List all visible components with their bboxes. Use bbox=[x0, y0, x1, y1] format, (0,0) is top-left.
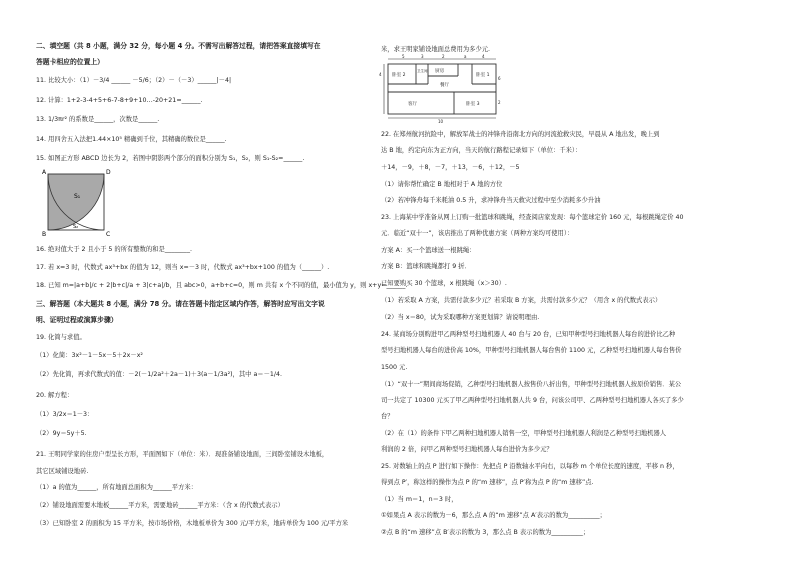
right-line: 方案 B：篮球和跳绳都打 9 折． bbox=[381, 263, 471, 270]
left-line: 19. 化简与求值。 bbox=[36, 334, 86, 341]
room-bedroom1: 卧室 1 bbox=[476, 73, 490, 78]
left-line: 11. 比较大小：（1）－3/4 ______ －5/6；（2）－（－3）______|－4| bbox=[36, 77, 232, 84]
right-line: 24. 某商场分别购进甲乙两种型号扫地机器人 40 台与 20 台，已知甲种型号扫地机器人每台的进价比乙种 bbox=[381, 331, 676, 338]
right-line: 利润的 2 倍，问甲乙两种型号扫地机器人每台进价为多少元？ bbox=[381, 446, 553, 453]
square-figure bbox=[38, 168, 118, 238]
left-line: 明、证明过程或演算步骤） bbox=[36, 316, 118, 324]
label-s2: S₂ bbox=[73, 224, 79, 230]
right-line: （2）在（1）的条件下甲乙两种扫地机器人销售一空，甲种型号扫地机器人利润是乙种型号扫地机器人 bbox=[381, 430, 667, 437]
right-line: 米，求王明家铺设地面总费用为多少元. bbox=[381, 46, 491, 53]
room-kitchen: 厨房 bbox=[435, 69, 445, 74]
room-living: 客厅 bbox=[408, 102, 418, 107]
left-line: 其它区域铺设地砖. bbox=[36, 468, 89, 475]
right-line: 司一共定了 10300 元买了甲乙两种型号扫地机器人共 9 台，问该公司甲、乙两种型号扫地机器人各买了多少 bbox=[381, 397, 684, 404]
dim-7: 10 bbox=[438, 119, 444, 124]
right-line: 25. 对数轴上的点 P 进行如下操作：先把点 P 沿数轴水平向右，以每秒 m 个单位长度的速度，平移 n 秒， bbox=[381, 463, 679, 470]
label-d: D bbox=[106, 169, 111, 176]
left-line: 17. 若 x=3 时，代数式 ax³+bx 的值为 12，则当 x=－3 时，代数式 ax³+bx+100 的值为（______）. bbox=[36, 264, 330, 271]
right-line: 22. 在郑州航河抗险中，解放军战士的冲锋舟沿南北方向的河流抢救灾民，早晨从 A 地出发，晚上到 bbox=[381, 131, 660, 138]
room-bedroom3: 卧室 3 bbox=[466, 102, 480, 107]
right-line: （1）“双十一”期间商场促销，乙种型号扫地机器人按售价八折出售，甲种型号扫地机器人按原价销售．某公 bbox=[381, 381, 682, 388]
right-line: 元．临近“双十一”，该店推出了两种优惠方案（两种方案均可使用）： bbox=[381, 230, 574, 237]
left-line: （1）a 的值为______，所有地面总面积为______平方米： bbox=[36, 484, 197, 491]
right-line: （1）请你帮忙确定 B 地相对于 A 地的方位 bbox=[381, 181, 503, 188]
left-line: 三、解答题（本大题共 8 小题，满分 78 分。请在答题卡指定区域内作答，解答时应写出文字说 bbox=[36, 300, 325, 308]
right-line: 台？ bbox=[381, 413, 394, 420]
right-line: （2）当 x＝80，试为采取哪种方案更划算？请说明理由. bbox=[381, 314, 540, 321]
dim-6: 4 bbox=[379, 72, 382, 77]
dim-9: 2 bbox=[498, 100, 501, 105]
left-line: 18. 已知 m=|a+b|/c + 2|b+c|/a + 3|c+a|/b，且 abc>0，a+b+c=0，则 m 共有 x 个不同的值，最小值为 y，则 x+y=______. bbox=[36, 282, 408, 289]
left-line: 12. 计算：1+2-3-4+5+6-7-8+9+10…-20+21=______. bbox=[36, 97, 203, 104]
right-line: 得到点 P′，称这样的操作为点 P 的“m 速移”，点 P′称为点 P 的“m 速移”点. bbox=[381, 479, 594, 486]
room-dining: 餐厅 bbox=[440, 83, 450, 88]
shaded-region-s1 bbox=[48, 174, 104, 230]
right-line: 型号扫地机器人每台的进价高 10%，甲种型号扫地机器人每台售价 1100 元，乙种型号扫地机器人每台售价 bbox=[381, 347, 682, 354]
left-line: （2）先化简，再求代数式的值：－2(－1/2a²＋2a－1)＋3(a－1/3a²)，其中 a＝－1/4. bbox=[36, 371, 283, 378]
right-line: ②点 B 的“m 速移”点 B′表示的数为 3，那么点 B 表示的数为__________； bbox=[381, 529, 590, 536]
right-line: （1）若采取 A 方案，共需付款多少元？若采取 B 方案，共需付款多少元？（用含 x 的代数式表示） bbox=[381, 297, 662, 304]
right-line: 23. 上海某中学准备从网上订购一批篮球和跳绳，经查阅店家发现：每个篮球定价 160 元，每根跳绳定价 40 bbox=[381, 214, 684, 221]
left-line: 15. 如图正方形 ABCD 边长为 2，若图中阴影两个部分的面积分别为 S₁，S₂，则 S₁-S₂=______. bbox=[36, 155, 305, 162]
right-line: 1500 元. bbox=[381, 364, 408, 371]
left-line: 二、填空题（共 8 小题，满分 32 分，每小题 4 分。不需写出解答过程，请把答案直接填写在 bbox=[36, 42, 321, 50]
right-line: 方案 A：买一个篮球送一根跳绳： bbox=[381, 247, 476, 254]
right-line: （1）当 m＝1，n＝3 时， bbox=[381, 496, 458, 503]
dim-5: 4 bbox=[482, 54, 485, 59]
right-line: ＋14，－9，＋8，－7，＋13，－6，＋12，－5 bbox=[381, 164, 520, 171]
floor-plan-figure bbox=[378, 54, 508, 124]
room-bedroom2: 卧室 2 bbox=[392, 73, 406, 78]
right-line: 达 B 地，约定向东为正方向，当天的航行路程记录如下（单位：千米）： bbox=[381, 147, 582, 154]
dim-3: 2 bbox=[442, 54, 445, 59]
label-b: B bbox=[42, 231, 47, 238]
right-line: 已知要购买 30 个篮球，x 根跳绳（x＞30）. bbox=[381, 280, 507, 287]
dim-8: 6 bbox=[498, 76, 501, 81]
left-line: 答题卡相应的位置上） bbox=[36, 58, 104, 66]
room-bathroom: 卫生间 bbox=[417, 69, 428, 73]
label-c: C bbox=[106, 231, 111, 238]
dim-1: 5 bbox=[402, 54, 405, 59]
left-line: 21. 王明同学家的住房户型呈长方形，平面图如下（单位：米）．现准备铺设地面，三间卧室铺设木地板， bbox=[36, 451, 329, 458]
right-line: ①如果点 A 表示的数为－6，那么点 A 的“m 速移”点 A′表示的数为__________； bbox=[381, 512, 606, 519]
label-a: A bbox=[42, 169, 47, 176]
left-line: 14. 用四舍五入法把1.44×10⁵ 精确到千位，其精确的数位是______. bbox=[36, 136, 227, 143]
left-line: （2）9y＝5y＋5. bbox=[36, 430, 87, 437]
left-line: （2）铺设地面需要木地板______平方米，需要地砖______平方米：（含 x 的代数式表示） bbox=[36, 502, 284, 509]
left-line: 16. 绝对值大于 2 且小于 5 的所有整数的和是________. bbox=[36, 246, 192, 253]
label-s1: S₁ bbox=[74, 193, 81, 200]
left-line: （1）3/2x＝1－3： bbox=[36, 411, 94, 418]
left-line: （3）已知卧室 2 的面积为 15 平方米，按市场价格，木地板单价为 300 元/平方米，地砖单价为 100 元/平方米 bbox=[36, 520, 349, 527]
dim-2: 3 bbox=[421, 54, 424, 59]
left-line: 13. 1/3πr² 的系数是______，次数是______. bbox=[36, 116, 160, 123]
right-line: （2）若冲锋舟每千米耗油 0.5 升，求冲锋舟当天救灾过程中至少消耗多少升油 bbox=[381, 197, 601, 204]
left-line: 20. 解方程： bbox=[36, 392, 74, 399]
left-line: （1）化简：3x²－1－5x－5＋2x－x² bbox=[36, 352, 143, 359]
dim-4: a bbox=[464, 54, 467, 59]
